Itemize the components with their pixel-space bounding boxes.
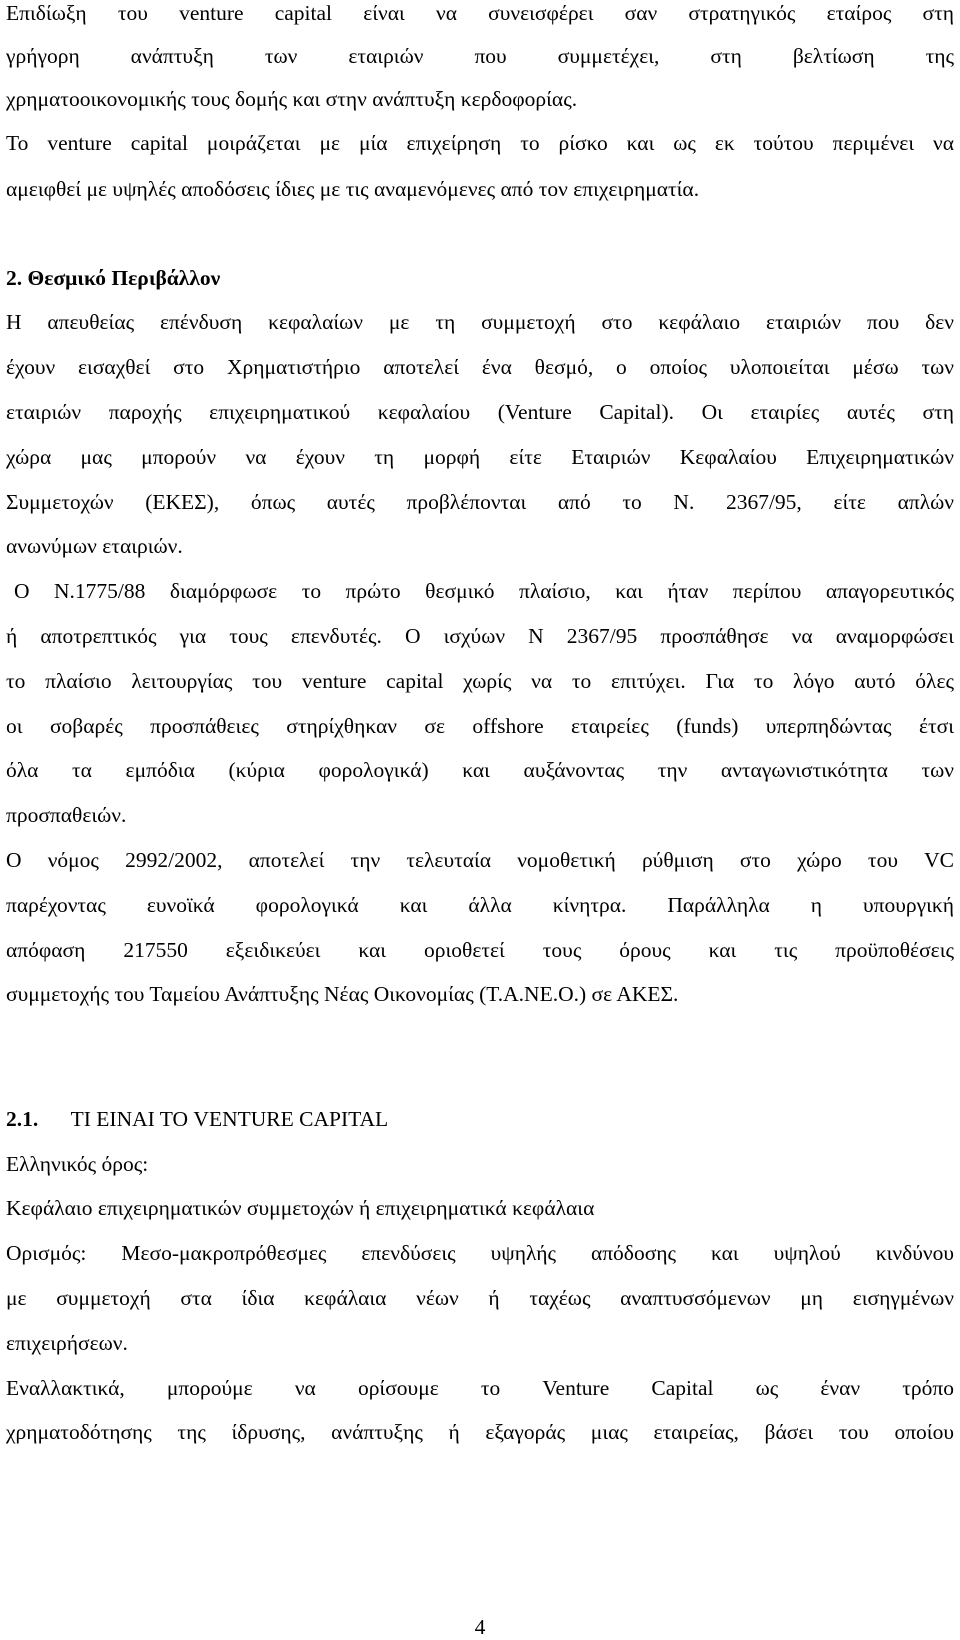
text-line: επιχειρήσεων. [6,1331,128,1355]
text-line: όλα τα εμπόδια (κύρια φορολογικά) και αυξάνοντας την ανταγωνιστικότητα των [6,758,954,782]
text-line: Κεφάλαιο επιχειρηματικών συμμετοχών ή επιχειρηματικά κεφάλαια [6,1196,595,1220]
text-line: Ο νόμος 2992/2002, αποτελεί την τελευταία νομοθετική ρύθμιση στο χώρο του VC [6,848,954,872]
text-line: Επιδίωξη του venture capital είναι να συνεισφέρει σαν στρατηγικός εταίρος στη [6,1,954,25]
text-line: έχουν εισαχθεί στο Χρηματιστήριο αποτελεί ένα θεσμό, ο οποίος υλοποιείται μέσω των [6,355,954,379]
text-line: Εναλλακτικά, μπορούμε να ορίσουμε το Venture Capital ως έναν τρόπο [6,1376,954,1400]
text-line: χρηματοδότησης της ίδρυσης, ανάπτυξης ή εξαγοράς μιας εταιρείας, βάσει του οποίου [6,1420,954,1444]
text-line: με συμμετοχή στα ίδια κεφάλαια νέων ή ταχέως αναπτυσσόμενων μη εισηγμένων [6,1286,954,1310]
text-line: απόφαση 217550 εξειδικεύει και οριοθετεί τους όρους και τις προϋποθέσεις [6,938,954,962]
section-heading: 2. Θεσμικό Περιβάλλον [6,266,221,290]
text-line: Η απευθείας επένδυση κεφαλαίων με τη συμμετοχή στο κεφάλαιο εταιριών που δεν [6,310,954,334]
text-line: χώρα μας μπορούν να έχουν τη μορφή είτε Εταιριών Κεφαλαίου Επιχειρηματικών [6,445,954,469]
text-line: παρέχοντας ευνοϊκά φορολογικά και άλλα κίνητρα. Παράλληλα η υπουργική [6,893,954,917]
text-line: Το venture capital μοιράζεται με μία επιχείρηση το ρίσκο και ως εκ τούτου περιμένει να [6,131,954,155]
text-line: Ο Ν.1775/88 διαμόρφωσε το πρώτο θεσμικό πλαίσιο, και ήταν περίπου απαγορευτικός [14,579,954,603]
text-line: Ορισμός: Μεσο-μακροπρόθεσμες επενδύσεις υψηλής απόδοσης και υψηλού κινδύνου [6,1241,954,1265]
text-line: αμειφθεί με υψηλές αποδόσεις ίδιες με τις αναμενόμενες από τον επιχειρηματία. [6,177,700,201]
subsection-title: ΤΙ ΕΙΝΑΙ ΤΟ VENTURE CAPITAL [70,1107,389,1131]
text-line: ανωνύμων εταιριών. [6,534,183,558]
text-line: Συμμετοχών (ΕΚΕΣ), όπως αυτές προβλέπονται από το Ν. 2367/95, είτε απλών [6,490,954,514]
subsection-heading [6,1106,954,1132]
page-number: 4 [474,1615,486,1639]
text-line: προσπαθειών. [6,803,127,827]
text-line: χρηματοοικονομικής τους δομής και στην ανάπτυξη κερδοφορίας. [6,87,578,111]
text-line: ή αποτρεπτικός για τους επενδυτές. Ο ισχύων Ν 2367/95 προσπάθησε να αναμορφώσει [6,624,954,648]
text-line: Ελληνικός όρος: [6,1152,149,1176]
subsection-number: 2.1. [6,1107,39,1131]
text-line: οι σοβαρές προσπάθειες στηρίχθηκαν σε offshore εταιρείες (funds) υπερπηδώντας έτσι [6,714,954,738]
text-line: συμμετοχής του Ταμείου Ανάπτυξης Νέας Οικονομίας (Τ.Α.ΝΕ.Ο.) σε ΑΚΕΣ. [6,982,679,1006]
text-line: εταιριών παροχής επιχειρηματικού κεφαλαίου (Venture Capital). Οι εταιρίες αυτές στη [6,400,954,424]
text-line: το πλαίσιο λειτουργίας του venture capital χωρίς να το επιτύχει. Για το λόγο αυτό όλες [6,669,954,693]
text-line: γρήγορη ανάπτυξη των εταιριών που συμμετέχει, στη βελτίωση της [6,44,954,68]
